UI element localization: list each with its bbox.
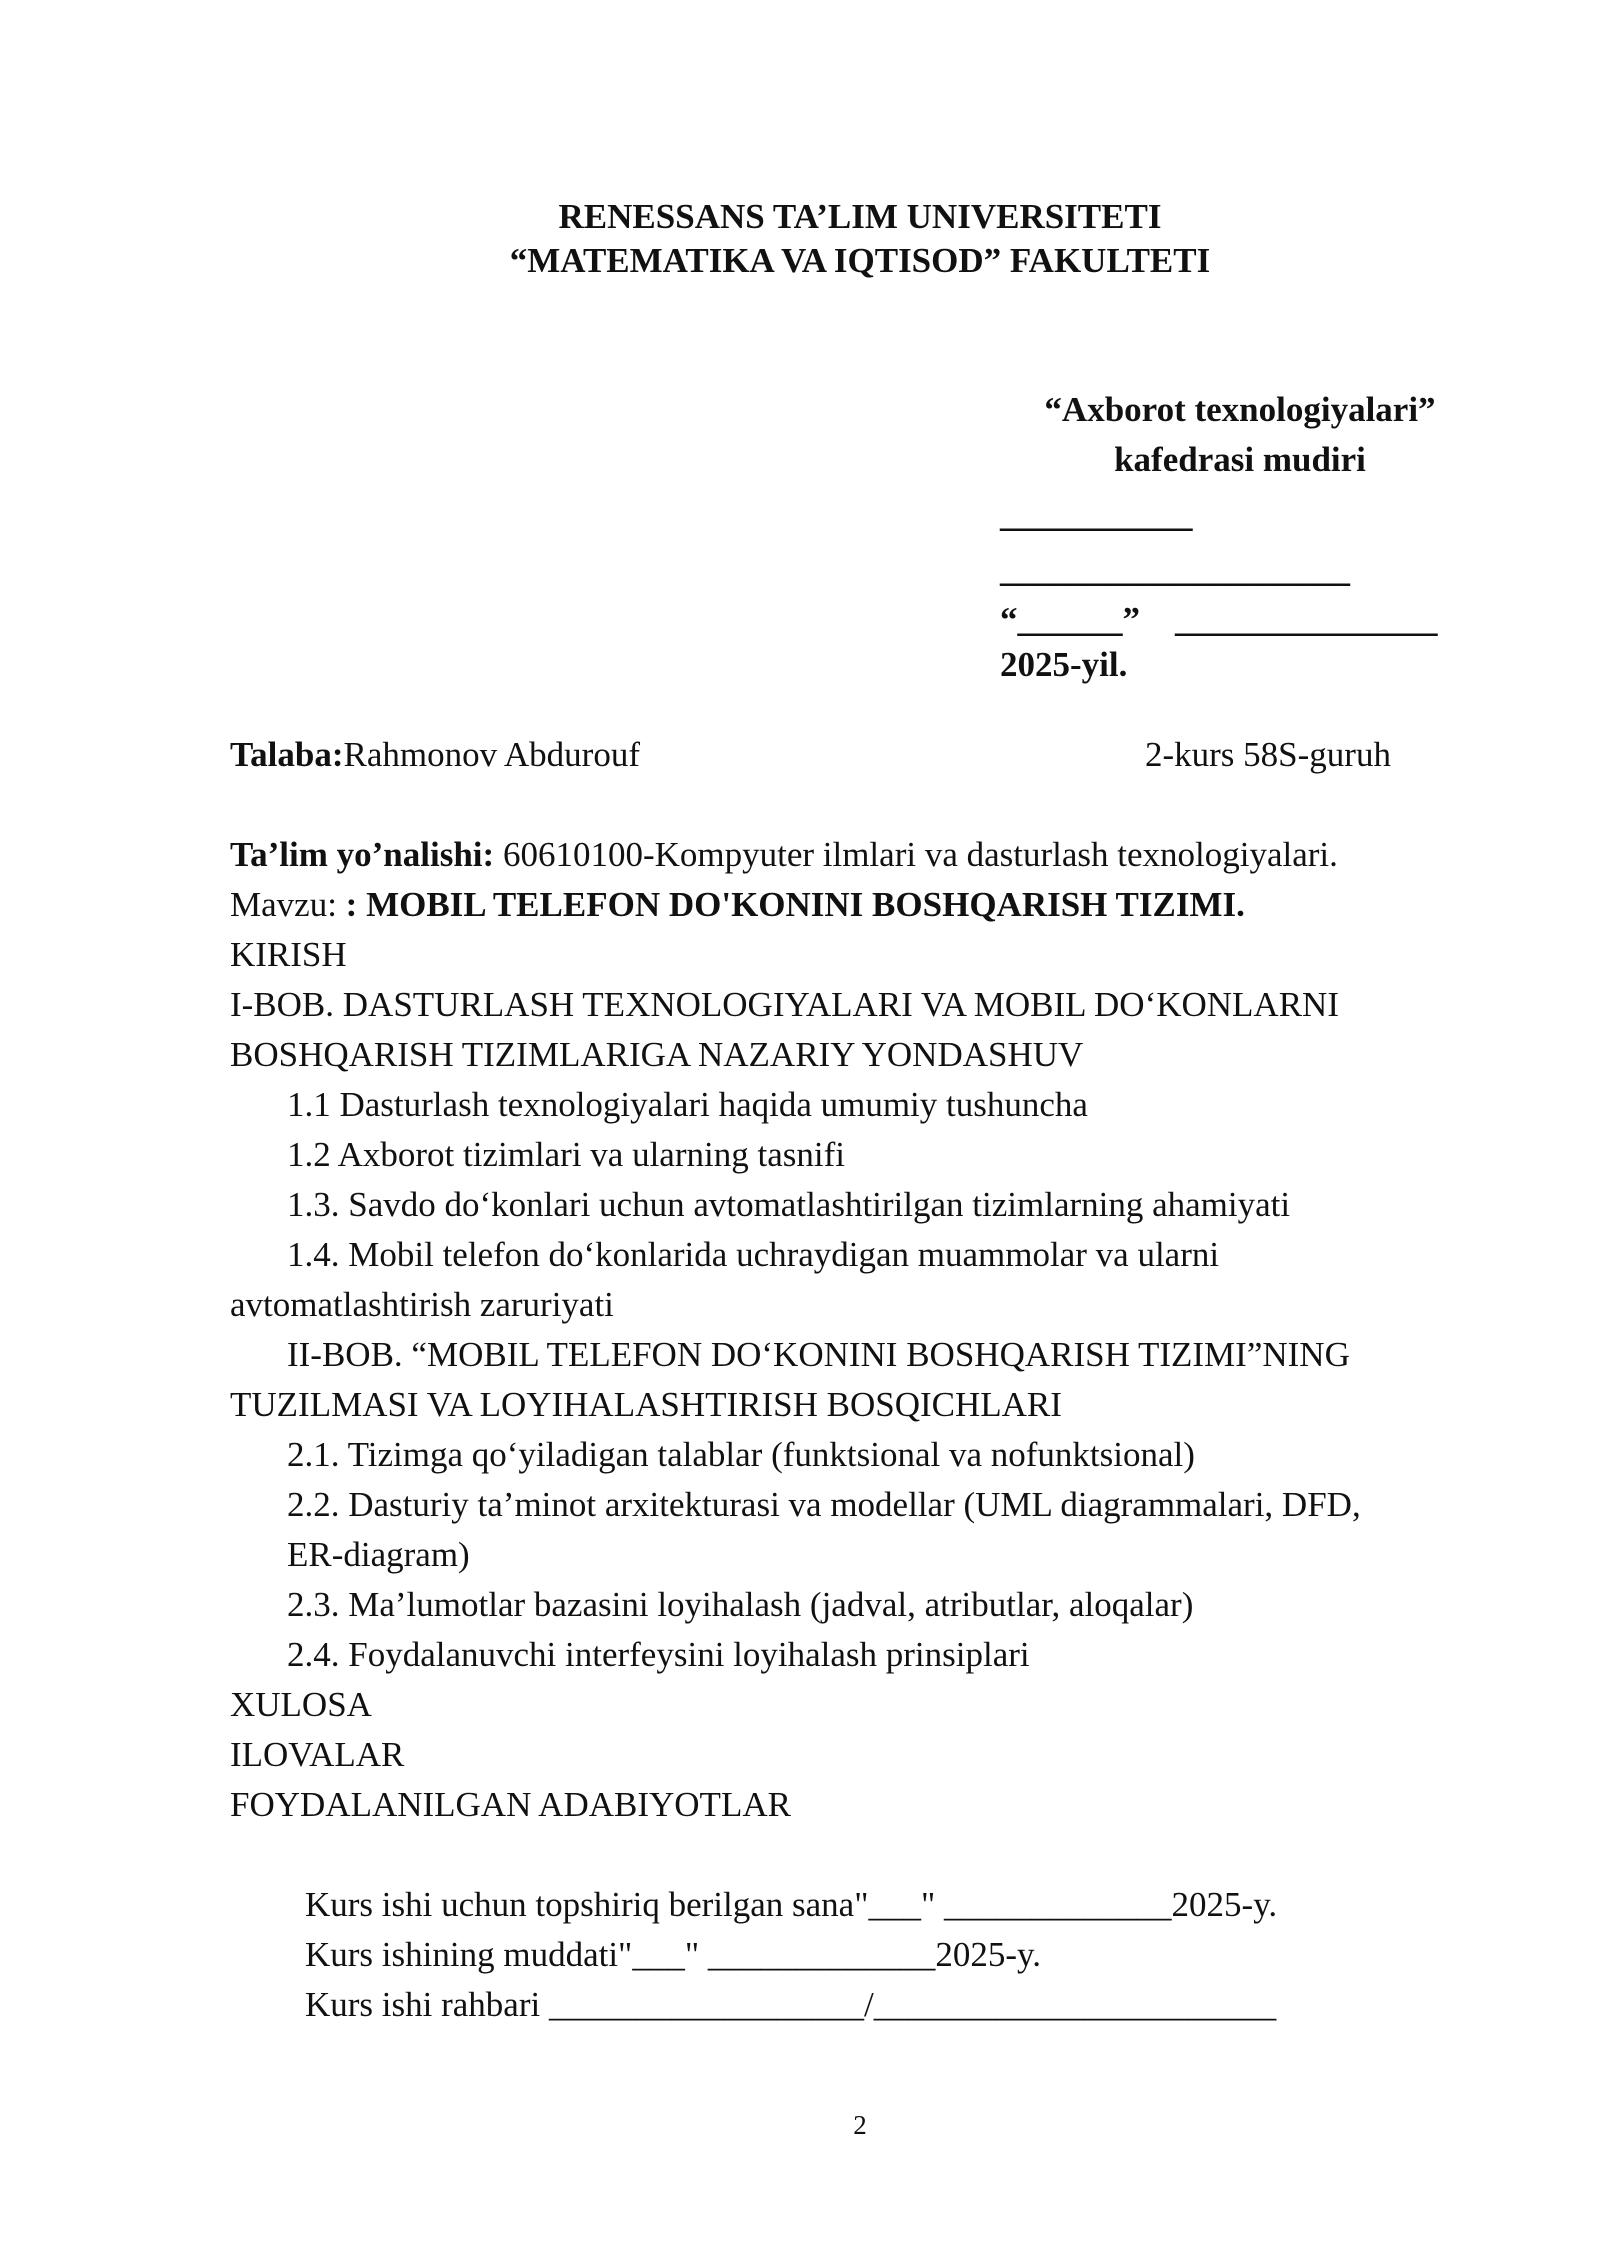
student-line: [230, 735, 640, 775]
contents-section-1-4-line1: 1.4. Mobil telefon do‘konlarida uchraydigan muammolar va ularni: [287, 1235, 1220, 1274]
topic-label: Mavzu:: [230, 885, 346, 924]
direction-value: 60610100-Kompyuter ilmlari va dasturlash texnologiyalari.: [494, 835, 1338, 874]
deadline-field: Kurs ishining muddati"___" _____________2025-y.: [305, 1935, 1042, 1974]
contents-section-2-1: 2.1. Tizimga qo‘yiladigan talablar (funktsional va nofunktsional): [287, 1435, 1195, 1474]
university-name: RENESSANS TA’LIM UNIVERSITETI: [558, 197, 1162, 236]
contents-section-1-1: 1.1 Dasturlash texnologiyalari haqida umumiy tushuncha: [287, 1085, 1088, 1124]
contents-references: FOYDALANILGAN ADABIYOTLAR: [230, 1785, 791, 1824]
approval-blank-2: ____________________: [1000, 550, 1350, 589]
approval-year: 2025-yil.: [1000, 645, 1128, 684]
student-label: Talaba:: [230, 735, 344, 774]
student-group: 2-kurs 58S-guruh: [1145, 735, 1391, 774]
contents-section-2-2-line2: ER-diagram): [287, 1535, 470, 1574]
supervisor-field: Kurs ishi rahbari __________________/_______________________: [305, 1985, 1277, 2024]
contents-section-1-3: 1.3. Savdo do‘konlari uchun avtomatlashtirilgan tizimlarning ahamiyati: [287, 1185, 1291, 1224]
contents-conclusion: XULOSA: [230, 1685, 372, 1724]
direction-label: Ta’lim yo’nalishi:: [230, 835, 495, 874]
contents-section-2-3: 2.3. Ma’lumotlar bazasini loyihalash (jadval, atributlar, aloqalar): [287, 1585, 1194, 1624]
approval-position: kafedrasi mudiri: [1114, 440, 1366, 479]
topic-line: [230, 885, 1245, 925]
approval-department: “Axborot texnologiyalari”: [1044, 390, 1436, 429]
contents-section-2-4: 2.4. Foydalanuvchi interfeysini loyihalash prinsiplari: [287, 1635, 1030, 1674]
approval-date-blank: “______” _______________: [1000, 600, 1438, 639]
contents-chapter2-line1: II-BOB. “MOBIL TELEFON DO‘KONINI BOSHQARISH TIZIMI”NING: [287, 1335, 1350, 1374]
student-name: Rahmonov Abdurouf: [343, 735, 640, 774]
page-number: 2: [853, 2110, 867, 2140]
topic-value: : MOBIL TELEFON DO'KONINI BOSHQARISH TIZIMI.: [345, 885, 1245, 924]
direction-line: [230, 835, 1338, 875]
faculty-name: “MATEMATIKA VA IQTISOD” FAKULTETI: [509, 241, 1211, 280]
contents-intro: KIRISH: [230, 935, 347, 974]
contents-section-1-2: 1.2 Axborot tizimlari va ularning tasnifi: [287, 1135, 845, 1174]
contents-chapter1-line1: I-BOB. DASTURLASH TEXNOLOGIYALARI VA MOBIL DO‘KONLARNI: [230, 985, 1339, 1024]
approval-blank-1: ___________: [1000, 495, 1193, 534]
contents-appendices: ILOVALAR: [230, 1735, 405, 1774]
contents-section-2-2-line1: 2.2. Dasturiy ta’minot arxitekturasi va modellar (UML diagrammalari, DFD,: [287, 1485, 1361, 1524]
contents-chapter1-line2: BOSHQARISH TIZIMLARIGA NAZARIY YONDASHUV: [230, 1035, 1084, 1074]
contents-section-1-4-line2: avtomatlashtirish zaruriyati: [230, 1285, 614, 1324]
assigned-date-field: Kurs ishi uchun topshiriq berilgan sana"___" _____________2025-y.: [305, 1885, 1278, 1924]
contents-chapter2-line2: TUZILMASI VA LOYIHALASHTIRISH BOSQICHLARI: [230, 1385, 1062, 1424]
